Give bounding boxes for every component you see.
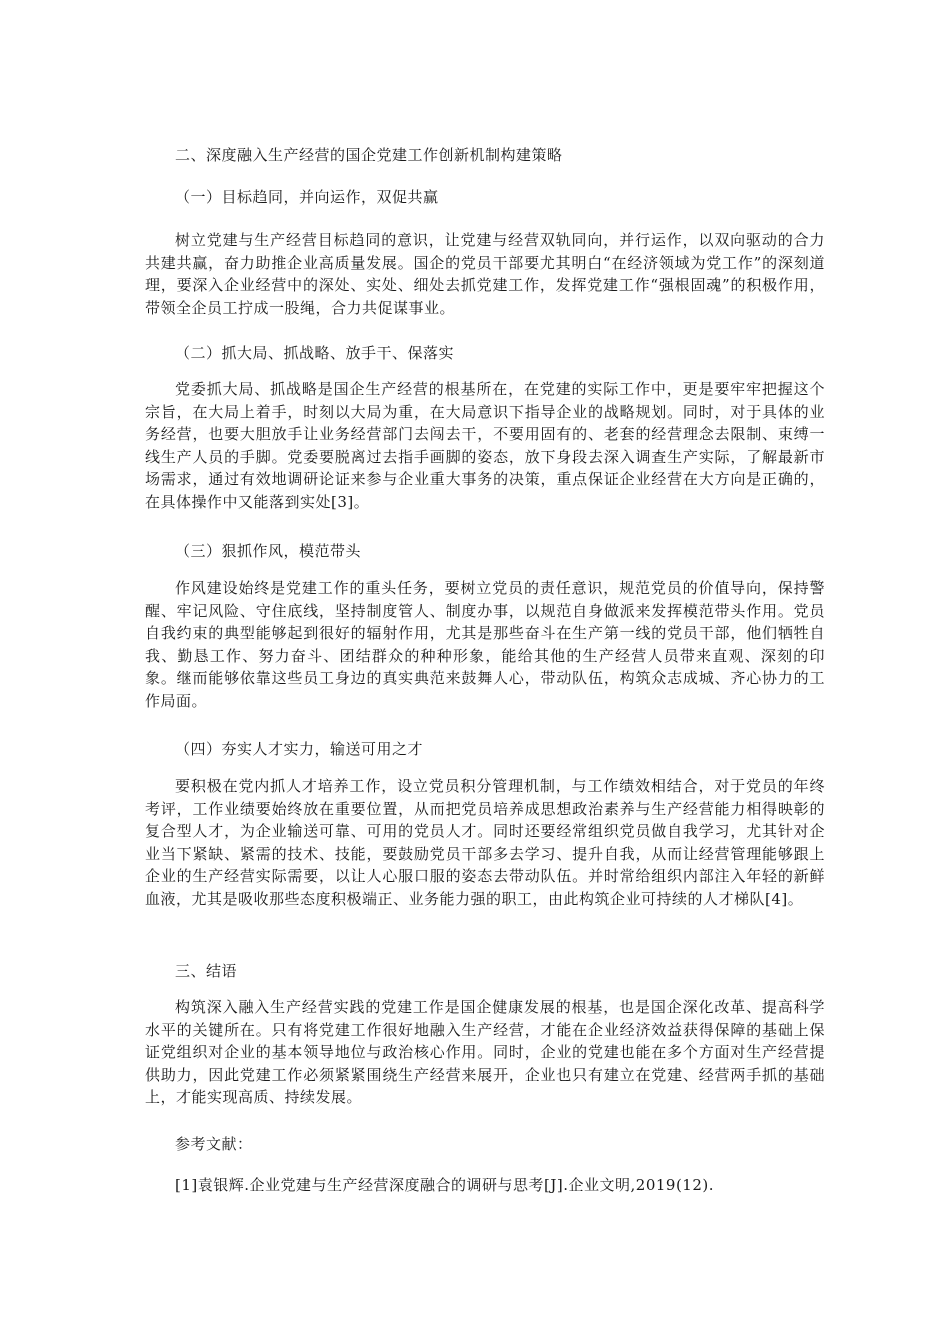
paragraph: 党委抓大局、抓战略是国企生产经营的根基所在，在党建的实际工作中，更是要牢牢把握这个宗旨，在大局上着手，时刻以大局为重，在大局意识下指导企业的战略规划。同时，对于具体的业务经营，也要大胆放手让业务经营部门去闯去干，不要用固有的、老套的经营理念去限制、束缚一线生产人员的手脚。党委要脱离过去指手画脚的姿态，放下身段去深入调查生产实际，了解最新市场需求，通过有效地调研论证来参与企业重大事务的决策，重点保证企业经营在大方向是正确的，在具体操作中又能落到实处[3]。: [145, 380, 825, 511]
paragraph: 作风建设始终是党建工作的重头任务，要树立党员的责任意识，规范党员的价值导向，保持警醒、牢记风险、守住底线，坚持制度管人、制度办事，以规范自身做派来发挥模范带头作用。党员自我约束的典型能够起到很好的辐射作用，尤其是那些奋斗在生产第一线的党员干部，他们牺牲自我、勤恳工作、努力奋斗、团结群众的种种形象，能给其他的生产经营人员带来直观、深刻的印象。继而能够依靠这些员工身边的真实典范来鼓舞人心，带动队伍，构筑众志成城、齐心协力的工作局面。: [145, 579, 825, 710]
subsection-heading: （一）目标趋同，并向运作，双促共赢: [175, 188, 439, 206]
paragraph: 构筑深入融入生产经营实践的党建工作是国企健康发展的根基，也是国企深化改革、提高科学水平的关键所在。只有将党建工作很好地融入生产经营，才能在企业经济效益获得保障的基础上保证党组织对企业的基本领导地位与政治核心作用。同时，企业的党建也能在多个方面对生产经营提供助力，因此党建工作必须紧紧围绕生产经营来展开，企业也只有建立在党建、经营两手抓的基础上，才能实现高质、持续发展。: [145, 998, 825, 1106]
paragraph: 要积极在党内抓人才培养工作，设立党员积分管理机制，与工作绩效相结合，对于党员的年终考评，工作业绩要始终放在重要位置，从而把党员培养成思想政治素养与生产经营能力相得映彰的复合型人才，为企业输送可靠、可用的党员人才。同时还要经常组织党员做自我学习，尤其针对企业当下紧缺、紧需的技术、技能，要鼓励党员干部多去学习、提升自我，从而让经营管理能够跟上企业的生产经营实际需要，以让人心服口服的姿态去带动队伍。并时常给组织内部注入年轻的新鲜血液，尤其是吸收那些态度积极端正、业务能力强的职工，由此构筑企业可持续的人才梯队[4]。: [145, 777, 825, 908]
reference-entry: [1]袁银辉.企业党建与生产经营深度融合的调研与思考[J].企业文明,2019(12).: [175, 1176, 715, 1194]
subsection-heading: （四）夯实人才实力，输送可用之才: [175, 740, 424, 758]
subsection-heading: （二）抓大局、抓战略、放手干、保落实: [175, 344, 455, 362]
references-heading: 参考文献：: [175, 1135, 253, 1153]
subsection-heading: （三）狠抓作风，模范带头: [175, 542, 362, 560]
section-heading: 三、结语: [175, 962, 238, 980]
section-heading: 二、深度融入生产经营的国企党建工作创新机制构建策略: [175, 146, 563, 164]
paragraph: 树立党建与生产经营目标趋同的意识，让党建与经营双轨同向，并行运作，以双向驱动的合力共建共赢，奋力助推企业高质量发展。国企的党员干部要尤其明白“在经济领域为党工作”的深刻道理，要深入企业经营中的深处、实处、细处去抓党建工作，发挥党建工作“强根固魂”的积极作用，带领全企员工拧成一股绳，合力共促谋事业。: [145, 231, 825, 317]
